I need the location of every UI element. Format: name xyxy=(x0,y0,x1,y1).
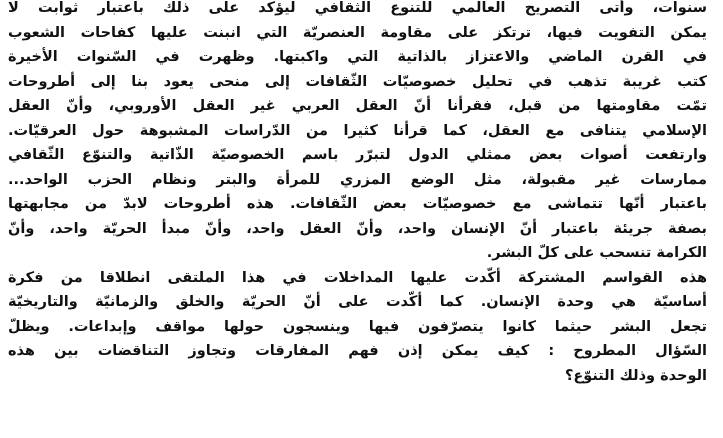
text-line: بصفة جريئة باعتبار أنّ الإنسان واحد، وأنّ العقل واحد، وأنّ مبدأ الحريّة واحد، وأنّ xyxy=(8,220,707,237)
paragraph-2 xyxy=(8,266,707,389)
text-line: وارتفعت أصوات بعض ممثلي الدول لتبرّر باسم الخصوصيّة الذّاتية والتنوّع الثّقافي xyxy=(8,147,707,163)
text-line: الإسلامي يتنافى مع العقل، كما قرأنا كثيرا من الدّراسات المشبوهة حول العرقيّات. xyxy=(8,122,707,139)
text-line: في القرن الماضي والاعتزاز بالذاتية التي واكبتها. وظهرت في السّنوات الأخيرة xyxy=(8,49,707,65)
text-line: تجعل البشر حيثما كانوا يتصرّفون فيها وينسجون حولها مواقف وإبداعات. ويظلّ xyxy=(8,318,707,335)
text-line: ممارسات غير مقبولة، مثل الوضع المزري للمرأة والبتر ونظام الحزب الواحد... xyxy=(8,171,707,188)
text-line: الوحدة وذلك التنوّع؟ xyxy=(564,367,707,384)
text-line: سنوات، وأتى التصريح العالمي للتنوع الثقافي ليؤكد على ذلك باعتبار ثوابت لا xyxy=(8,0,707,16)
text-line: باعتبار أنّها تتماشى مع خصوصيّات بعض الثّقافات. هذه أطروحات لابدّ من مجابهتها xyxy=(8,196,707,212)
text-line: تمّت مقاومتها من قبل، فقرأنا أنّ العقل العربي غير العقل الأوروبي، وأنّ العقل xyxy=(8,98,707,114)
text-line: كتب غريبة تذهب في تحليل خصوصيّات الثّقافات إلى منحى يعود بنا إلى أطروحات xyxy=(8,73,707,90)
text-line: هذه القواسم المشتركة أكّدت عليها المداخلات في هذا الملتقى انطلاقا من فكرة xyxy=(8,269,707,286)
paragraph-1 xyxy=(8,0,707,266)
text-line: الكرامة تنسحب على كلّ البشر. xyxy=(486,245,707,261)
text-line: يمكن التفويت فيها، ترتكز على مقاومة العنصريّة التي انبنت عليها كفاحات الشعوب xyxy=(8,24,707,41)
text-line: السّؤال المطروح : كيف يمكن إذن فهم المفارقات وتجاوز التناقضات بين هذه xyxy=(8,343,707,359)
text-line: أساسيّة هي وحدة الإنسان. كما أكّدت على أنّ الحريّة والخلق والزمانيّة والتاريخيّة xyxy=(8,294,707,310)
